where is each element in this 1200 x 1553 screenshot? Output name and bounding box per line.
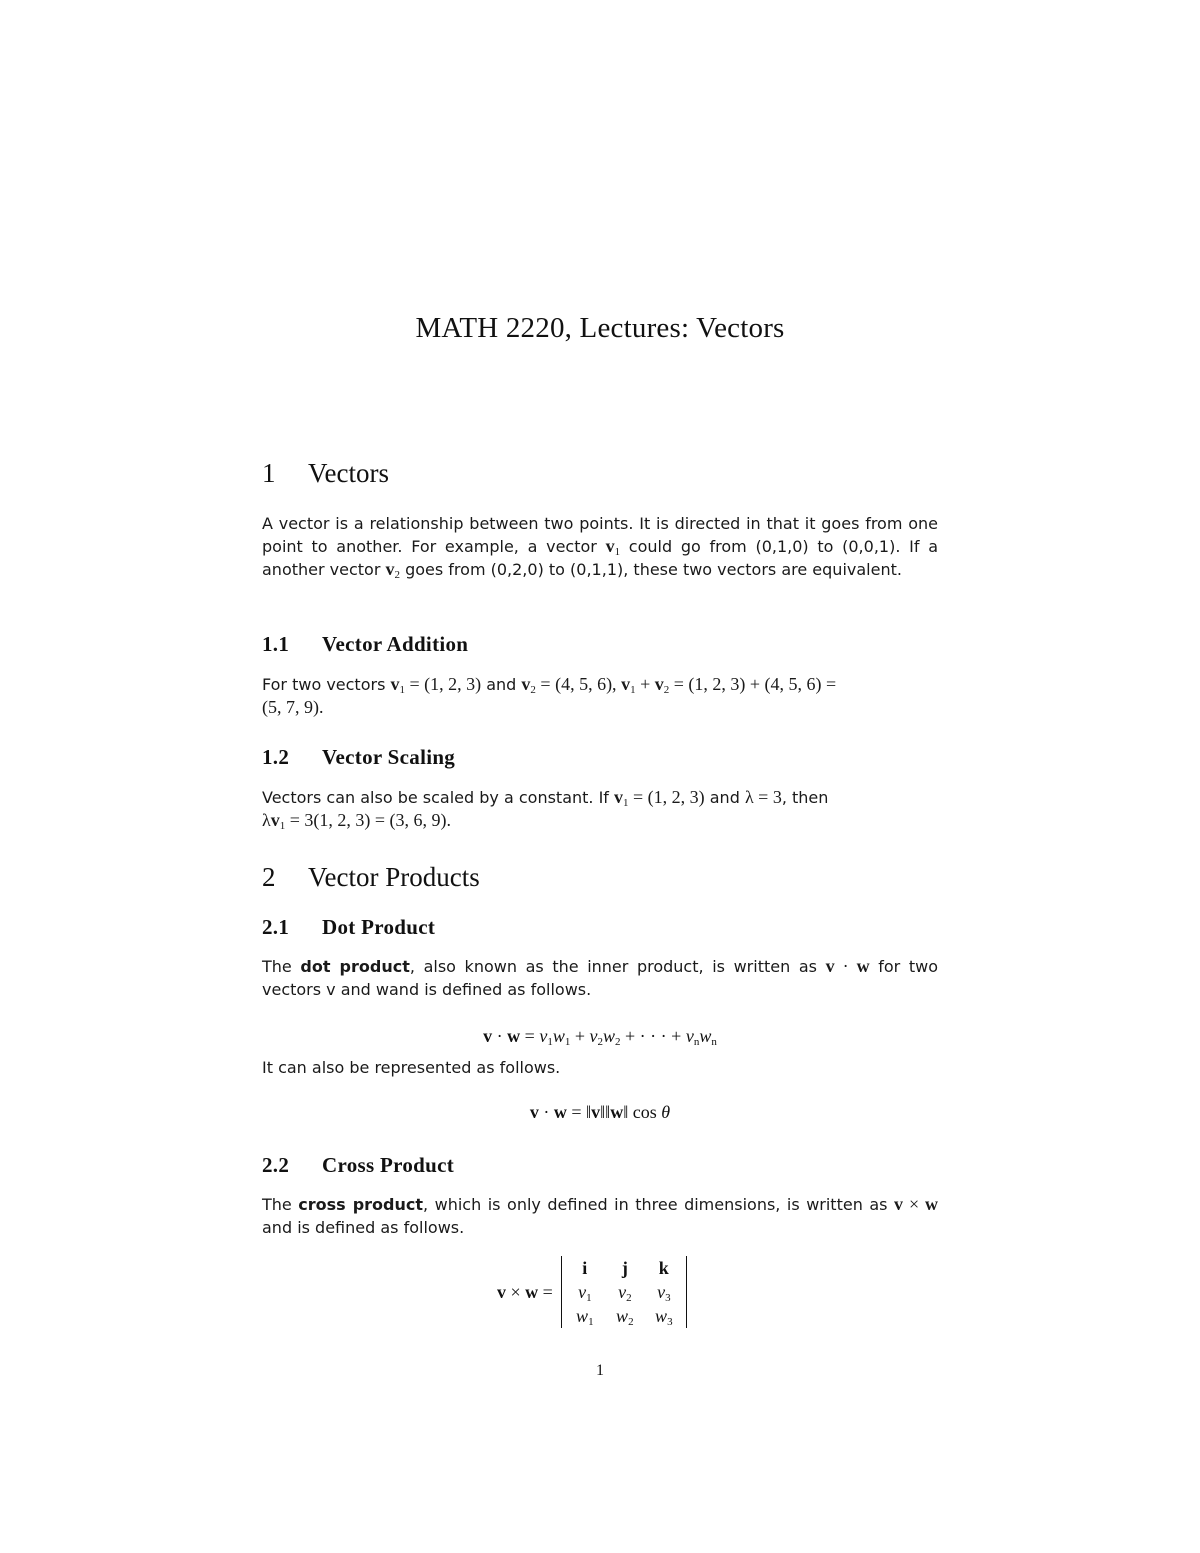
- section-number: 1.2: [262, 745, 290, 769]
- matrix-cell: $v_2$: [618, 1281, 632, 1304]
- text-run: could go from (0,1,0) to (0,0,1). If a another vector: [262, 537, 939, 579]
- section-title: Vector Scaling: [322, 745, 456, 769]
- section-title: Vector Addition: [322, 632, 469, 656]
- page-number: 1: [596, 1362, 604, 1379]
- section-title: Dot Product: [322, 915, 436, 939]
- section-title: Cross Product: [322, 1153, 455, 1177]
- term-dot-product: dot product: [300, 957, 410, 976]
- text-run: The: [262, 1195, 299, 1214]
- text-run: , also known as the inner product, is written as: [409, 957, 826, 976]
- math-sum-result: (5, 7, 9).: [262, 697, 324, 717]
- section-number: 2: [262, 862, 276, 892]
- matrix-cell: $w_1$: [576, 1305, 594, 1328]
- section-title: Vector Products: [308, 862, 480, 892]
- math-v1: $v_1$: [605, 536, 621, 558]
- paragraph-scaling: [262, 786, 938, 832]
- section-1-heading: [262, 458, 389, 489]
- text-run: goes from (0,2,0) to (0,1,1), these two vectors are equivalent.: [400, 560, 902, 579]
- page-title: MATH 2220, Lectures: Vectors: [415, 312, 785, 344]
- matrix-cell: i: [582, 1257, 588, 1278]
- text-run: For two vectors: [262, 675, 391, 694]
- section-2-heading: [262, 862, 480, 893]
- section-number: 2.1: [262, 915, 290, 939]
- matrix-cell: k: [658, 1257, 669, 1278]
- text-run: and: [704, 788, 745, 807]
- text-run: and: [481, 675, 522, 694]
- math-v2-value: $v_2 = (4$, 5, 6), $v_1 + v_2 = (1$, 2, 3) + (4, 5, 6) =: [521, 674, 837, 696]
- matrix-cell: $v_3$: [657, 1281, 671, 1304]
- math-lambda: λ = 3: [744, 787, 782, 807]
- cross-lhs: v × w =: [497, 1281, 553, 1302]
- text-run: and is defined as follows.: [262, 1218, 465, 1237]
- paragraph-addition: [262, 673, 938, 719]
- section-number: 1: [262, 458, 276, 488]
- section-1-1-heading: [262, 632, 468, 657]
- math-v1-value: $v_1 = (1$, 2, 3): [390, 674, 482, 696]
- paragraph-cross-product: [262, 1193, 938, 1239]
- text-run: for two vectors v and wand is defined as follows.: [262, 957, 938, 999]
- text-run: A vector is a relationship between two points. It is directed in that it goes from one point to another. For example, a vector: [262, 514, 938, 556]
- paragraph-vectors: [262, 512, 938, 581]
- text-run: , then: [781, 788, 829, 807]
- math-v-dot-w: v · w: [825, 956, 870, 976]
- section-1-2-heading: [262, 745, 455, 770]
- matrix-cell: $v_1$: [578, 1281, 592, 1304]
- section-2-1-heading: [262, 915, 435, 940]
- math-v2: $v_2$: [385, 559, 400, 581]
- math-v1-value: $v_1 = (1$, 2, 3): [614, 787, 705, 809]
- section-number: 2.2: [262, 1153, 290, 1177]
- matrix-cell: $w_3$: [655, 1305, 673, 1328]
- matrix-cell: $w_2$: [616, 1305, 634, 1328]
- section-2-2-heading: [262, 1153, 454, 1178]
- equation-cross-product: [497, 1256, 687, 1328]
- math-scale-result: $\lambda v_1 = 3(1$, 2, 3) = (3, 6, 9).: [262, 810, 452, 832]
- section-number: 1.1: [262, 632, 290, 656]
- paragraph-dot-alt: It can also be represented as follows.: [262, 1058, 561, 1077]
- term-cross-product: cross product: [298, 1195, 424, 1214]
- text-run: , which is only defined in three dimensions, is written as: [423, 1195, 895, 1214]
- matrix-cell: j: [621, 1257, 628, 1278]
- paragraph-dot-product: [262, 955, 938, 1001]
- determinant-matrix: [561, 1256, 687, 1328]
- equation-dot-product-sum: $v \cdot w = v_1w_1 + v_2w_2$ + · · · + $v_nw_n$: [483, 1026, 717, 1048]
- math-v-cross-w: v × w: [894, 1194, 939, 1214]
- text-run: Vectors can also be scaled by a constant. If: [262, 788, 615, 807]
- section-title: Vectors: [308, 458, 389, 488]
- equation-dot-product-cos: v · w = ‖v‖‖w‖ cos θ: [529, 1102, 671, 1122]
- text-run: The: [262, 957, 301, 976]
